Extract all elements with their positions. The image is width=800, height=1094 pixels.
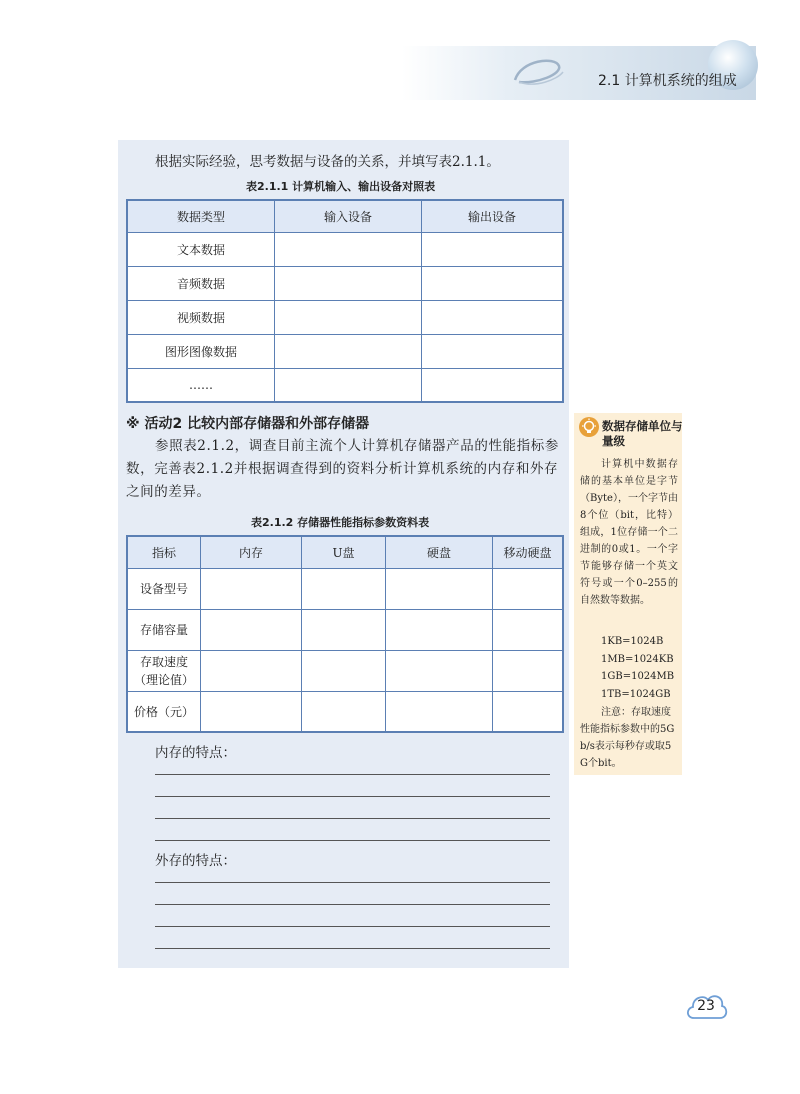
spec-cell[interactable] — [302, 568, 386, 609]
activity-title: ※ 活动2 比较内部存储器和外部存储器 — [126, 416, 370, 432]
page-number: 23 — [697, 998, 715, 1014]
table1-caption: 表2.1.1 计算机输入、输出设备对照表 — [246, 180, 436, 193]
swoosh-logo-icon — [507, 54, 567, 90]
table-row — [127, 609, 563, 650]
storage-spec-table — [126, 535, 564, 733]
spec-cell[interactable] — [302, 650, 386, 691]
unit-item: 1KB=1024B — [601, 636, 664, 647]
table-header-cell: 输出设备 — [422, 200, 564, 232]
spec-cell[interactable] — [386, 650, 493, 691]
table-header-cell: 内存 — [201, 536, 302, 568]
table-header-cell: 硬盘 — [386, 536, 493, 568]
row-label: 视频数据 — [127, 300, 275, 334]
inner-memory-label: 内存的特点： — [155, 745, 236, 761]
unit-item: 1TB=1024GB — [601, 688, 671, 700]
writing-line[interactable] — [155, 926, 550, 927]
output-device-cell[interactable] — [422, 368, 564, 402]
lightbulb-icon — [578, 416, 600, 438]
spec-cell[interactable] — [493, 568, 564, 609]
row-label: 设备型号 — [127, 568, 201, 609]
table-row — [127, 300, 563, 334]
spec-cell[interactable] — [201, 650, 302, 691]
table-row — [127, 368, 563, 402]
row-label — [127, 650, 201, 691]
table-header-cell: 指标 — [127, 536, 201, 568]
row-label: 图形图像数据 — [127, 334, 275, 368]
outer-memory-label: 外存的特点： — [155, 853, 236, 869]
table-header-cell: 数据类型 — [127, 200, 275, 232]
chapter-title: 2.1 计算机系统的组成 — [598, 73, 737, 89]
spec-cell[interactable] — [493, 691, 564, 732]
writing-line[interactable] — [155, 948, 550, 949]
row-label: 文本数据 — [127, 232, 275, 266]
input-device-cell[interactable] — [275, 266, 422, 300]
writing-line[interactable] — [155, 840, 550, 841]
table-header-row — [127, 200, 563, 232]
sidebar-note: 注意：存取速度性能指标参数中的5Gb/s表示每秒存或取5G个bit。 — [580, 707, 675, 769]
intro-instruction: 根据实际经验，思考数据与设备的关系，并填写表2.1.1。 — [155, 154, 500, 170]
table-header-cell: 移动硬盘 — [493, 536, 564, 568]
spec-cell[interactable] — [386, 609, 493, 650]
writing-line[interactable] — [155, 774, 550, 775]
unit-item: 1MB=1024KB — [601, 653, 674, 665]
input-device-cell[interactable] — [275, 232, 422, 266]
spec-cell[interactable] — [302, 609, 386, 650]
sidebar-body: 计算机中数据存储的基本单位是字节（Byte），一个字节由8个位（bit，比特）组成，1位存储一个二进制的0或1。一个字节能够存储一个英文符号或一个0–255的自然数等数据。 — [580, 459, 678, 606]
table-row — [127, 650, 563, 691]
row-label: 存储容量 — [127, 609, 201, 650]
table-header-cell: 输入设备 — [275, 200, 422, 232]
spec-cell[interactable] — [201, 609, 302, 650]
output-device-cell[interactable] — [422, 334, 564, 368]
row-label: 音频数据 — [127, 266, 275, 300]
io-device-table — [126, 199, 564, 403]
spec-cell[interactable] — [302, 691, 386, 732]
spec-cell[interactable] — [201, 568, 302, 609]
input-device-cell[interactable] — [275, 334, 422, 368]
table-header-cell: U盘 — [302, 536, 386, 568]
row-label: 价格（元） — [127, 691, 201, 732]
row-label: …… — [127, 368, 275, 402]
table-row — [127, 232, 563, 266]
unit-item: 1GB=1024MB — [601, 671, 675, 682]
input-device-cell[interactable] — [275, 300, 422, 334]
spec-cell[interactable] — [386, 691, 493, 732]
sidebar-title: 数据存储单位与量级 — [602, 419, 683, 448]
row-label-sub: （理论值） — [133, 672, 194, 687]
table-row — [127, 568, 563, 609]
output-device-cell[interactable] — [422, 300, 564, 334]
input-device-cell[interactable] — [275, 368, 422, 402]
writing-line[interactable] — [155, 796, 550, 797]
writing-line[interactable] — [155, 882, 550, 883]
table-header-row — [127, 536, 563, 568]
unit-list — [601, 633, 674, 703]
writing-line[interactable] — [155, 818, 550, 819]
table2-caption: 表2.1.2 存储器性能指标参数资料表 — [251, 516, 430, 529]
table-row — [127, 691, 563, 732]
spec-cell[interactable] — [493, 609, 564, 650]
activity-paragraph: 参照表2.1.2，调查目前主流个人计算机存储器产品的性能指标参数，完善表2.1.2并根据调查得到的资料分析计算机系统的内存和外存之间的差异。 — [126, 438, 559, 500]
output-device-cell[interactable] — [422, 266, 564, 300]
table-row — [127, 334, 563, 368]
spec-cell[interactable] — [201, 691, 302, 732]
writing-line[interactable] — [155, 904, 550, 905]
row-label-main: 存取速度 — [139, 654, 188, 669]
table-row — [127, 266, 563, 300]
output-device-cell[interactable] — [422, 232, 564, 266]
spec-cell[interactable] — [493, 650, 564, 691]
spec-cell[interactable] — [386, 568, 493, 609]
